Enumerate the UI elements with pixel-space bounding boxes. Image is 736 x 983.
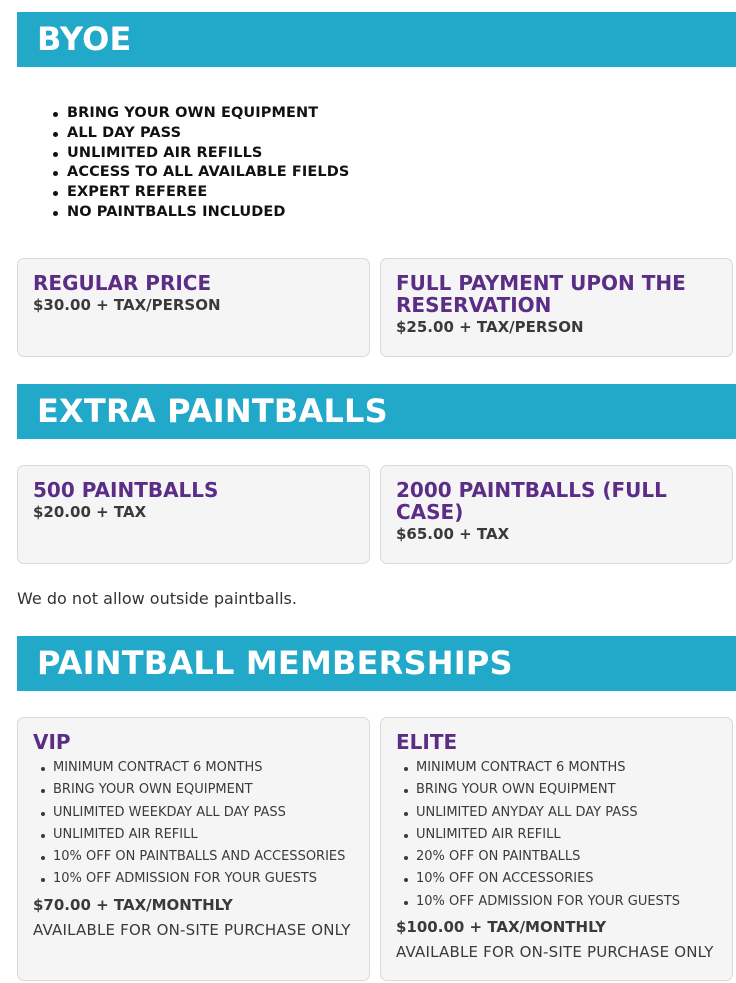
list-item: 10% OFF ADMISSION FOR YOUR GUESTS <box>33 868 354 890</box>
membership-price: $70.00 + TAX/MONTHLY <box>33 895 233 914</box>
card-title: 2000 PAINTBALLS (FULL CASE) <box>396 478 667 524</box>
list-item: ALL DAY PASS <box>50 124 349 144</box>
list-item: MINIMUM CONTRACT 6 MONTHS <box>396 757 717 779</box>
availability-text: AVAILABLE FOR ON-SITE PURCHASE ONLY <box>33 920 351 939</box>
card-title: 500 PAINTBALLS <box>33 478 219 502</box>
vip-membership-card <box>17 717 370 981</box>
full-payment-card <box>380 258 733 357</box>
byoe-heading: BYOE <box>17 12 736 67</box>
list-item: 10% OFF ON ACCESSORIES <box>396 868 717 890</box>
list-item: 10% OFF ON PAINTBALLS AND ACCESSORIES <box>33 846 354 868</box>
list-item: BRING YOUR OWN EQUIPMENT <box>50 104 349 124</box>
list-item: 10% OFF ADMISSION FOR YOUR GUESTS <box>396 891 717 913</box>
elite-benefit-list <box>396 757 717 913</box>
regular-price-card <box>17 258 370 357</box>
card-title: ELITE <box>396 730 458 754</box>
card-price: $65.00 + TAX <box>396 525 510 543</box>
list-item: UNLIMITED AIR REFILLS <box>50 144 349 164</box>
list-item: BRING YOUR OWN EQUIPMENT <box>396 779 717 801</box>
list-item: BRING YOUR OWN EQUIPMENT <box>33 779 354 801</box>
extra-paintballs-heading: EXTRA PAINTBALLS <box>17 384 736 439</box>
card-price: $25.00 + TAX/PERSON <box>396 318 584 336</box>
paintballs-500-card <box>17 465 370 564</box>
list-item: UNLIMITED ANYDAY ALL DAY PASS <box>396 802 717 824</box>
paintballs-2000-card <box>380 465 733 564</box>
vip-benefit-list <box>33 757 354 891</box>
list-item: 20% OFF ON PAINTBALLS <box>396 846 717 868</box>
card-title: FULL PAYMENT UPON THE RESERVATION <box>396 271 686 317</box>
list-item: UNLIMITED WEEKDAY ALL DAY PASS <box>33 802 354 824</box>
elite-membership-card <box>380 717 733 981</box>
card-title: VIP <box>33 730 71 754</box>
list-item: MINIMUM CONTRACT 6 MONTHS <box>33 757 354 779</box>
membership-price: $100.00 + TAX/MONTHLY <box>396 918 607 937</box>
card-title: REGULAR PRICE <box>33 271 212 295</box>
list-item: NO PAINTBALLS INCLUDED <box>50 203 349 223</box>
byoe-feature-list <box>50 104 349 223</box>
list-item: UNLIMITED AIR REFILL <box>396 824 717 846</box>
list-item: ACCESS TO ALL AVAILABLE FIELDS <box>50 163 349 183</box>
outside-paintballs-note: We do not allow outside paintballs. <box>17 589 297 608</box>
availability-text: AVAILABLE FOR ON-SITE PURCHASE ONLY <box>396 943 714 962</box>
memberships-heading: PAINTBALL MEMBERSHIPS <box>17 636 736 691</box>
card-price: $30.00 + TAX/PERSON <box>33 296 221 314</box>
card-price: $20.00 + TAX <box>33 503 147 521</box>
list-item: UNLIMITED AIR REFILL <box>33 824 354 846</box>
list-item: EXPERT REFEREE <box>50 183 349 203</box>
